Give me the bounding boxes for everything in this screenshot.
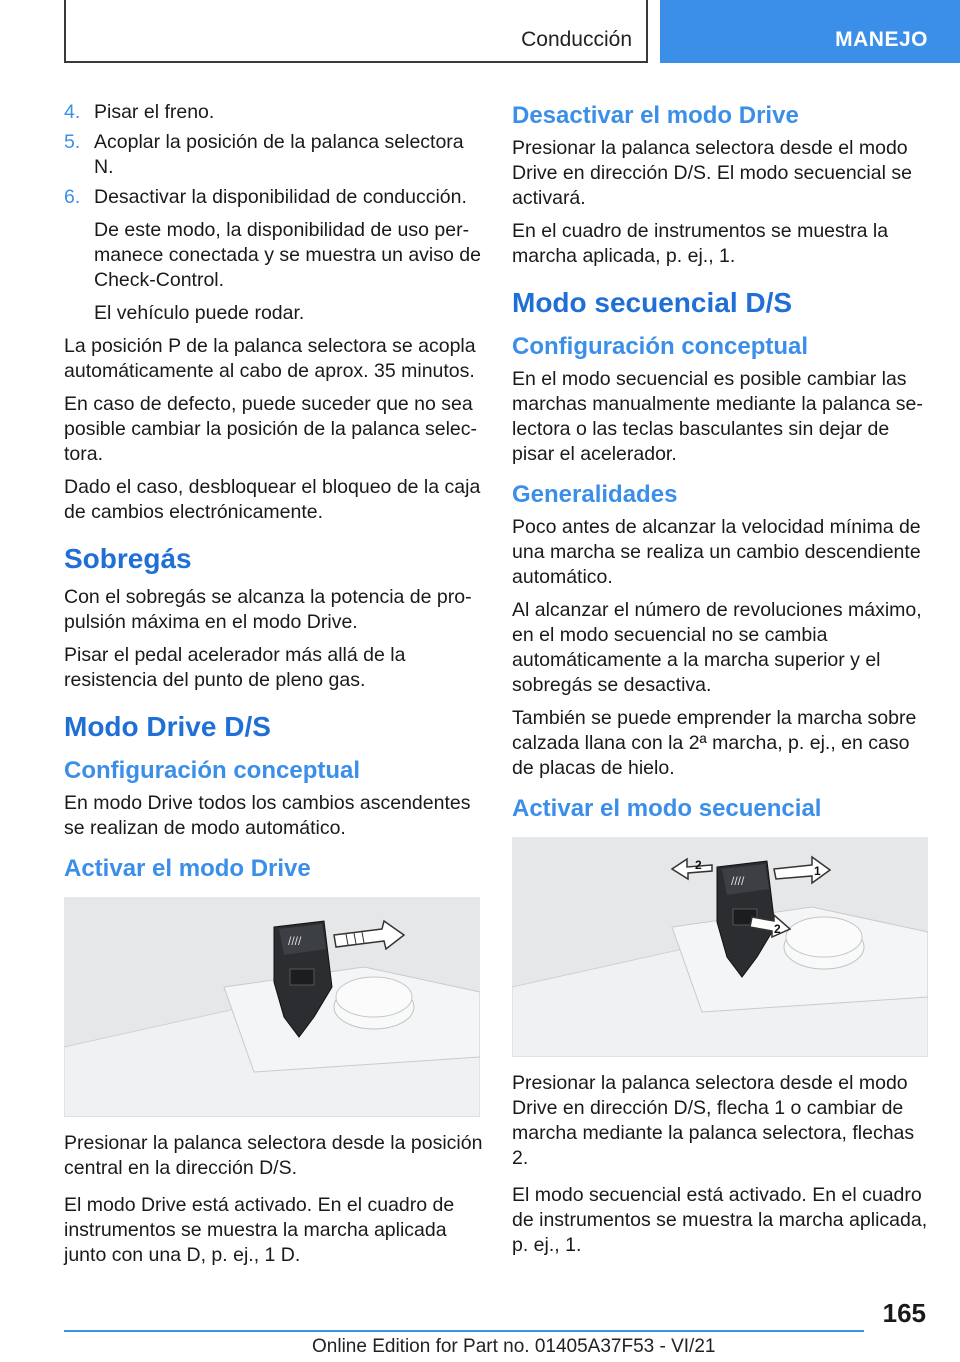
section-title: Conducción bbox=[521, 28, 632, 51]
chapter-tab bbox=[660, 0, 960, 63]
paragraph: En el cuadro de instrumentos se muestra la marcha aplicada, p. ej., 1. bbox=[512, 220, 889, 267]
heading-activar-drive: Activar el modo Drive bbox=[64, 855, 311, 882]
paragraph: En caso de defecto, puede suceder que no sea posible cambiar la posición de la palanca selectora. bbox=[64, 393, 477, 465]
heading-modo-drive: Modo Drive D/S bbox=[64, 711, 271, 742]
paragraph: En el modo secuencial es posible cambiar las marchas manualmente mediante la palanca selectora o las teclas basculantes sin dejar de pisar el acelerador. bbox=[512, 368, 923, 465]
paragraph: Pisar el pedal acelerador más allá de la resistencia del punto de pleno gas. bbox=[64, 644, 406, 691]
list-item: 6. Desactivar la disponibilidad de conducción. bbox=[64, 186, 467, 208]
arrow-label-1: 1 bbox=[814, 864, 821, 878]
gear-selector-illustration bbox=[64, 897, 480, 1117]
left-column bbox=[64, 100, 484, 1276]
svg-text:////: //// bbox=[731, 874, 745, 888]
paragraph: Con el sobregás se alcanza la potencia de propulsión máxima en el modo Drive. bbox=[64, 586, 472, 633]
header-section-box bbox=[64, 0, 648, 63]
paragraph: En modo Drive todos los cambios ascendentes se realizan de modo automático. bbox=[64, 792, 471, 839]
figure-caption: Presionar la palanca selectora desde el modo Drive en dirección D/S, flecha 1 o cambiar de marcha mediante la palanca selectora, flechas 2. bbox=[512, 1072, 915, 1169]
page-number: 165 bbox=[882, 1298, 926, 1328]
arrow-label-2-top: 2 bbox=[695, 858, 702, 872]
paragraph: El modo secuencial está activado. En el cuadro de instrumentos se muestra la marcha aplicada, p. ej., 1. bbox=[512, 1184, 928, 1256]
footer-edition: Online Edition for Part no. 01405A37F53 - VI/21 bbox=[312, 1336, 716, 1357]
list-item: 5. Acoplar la posición de la palanca selectora N. bbox=[64, 131, 464, 178]
list-item: 4. Pisar el freno. bbox=[64, 101, 215, 123]
heading-activar-secuencial: Activar el modo secuencial bbox=[512, 795, 822, 822]
right-column bbox=[512, 100, 928, 1266]
footer-divider bbox=[64, 1330, 864, 1332]
paragraph: El modo Drive está activado. En el cuadro de instrumentos se muestra la marcha aplicada junto con una D, p. ej., 1 D. bbox=[64, 1194, 455, 1266]
heading-configuracion: Configuración conceptual bbox=[512, 333, 809, 360]
gear-selector-sequential-illustration bbox=[512, 837, 928, 1057]
heading-modo-secuencial: Modo secuencial D/S bbox=[512, 287, 793, 318]
arrow-label-2-bottom: 2 bbox=[774, 922, 781, 936]
paragraph: Al alcanzar el número de revoluciones máximo, en el modo secuencial no se cambia automáticamente a la marcha superior y el sobregás se desactiva. bbox=[512, 599, 922, 696]
steps-list bbox=[64, 100, 484, 210]
figure-caption: Presionar la palanca selectora desde la posición central en la dirección D/S. bbox=[64, 1132, 483, 1179]
heading-sobregas: Sobregás bbox=[64, 543, 192, 574]
step-note: El vehículo puede rodar. bbox=[94, 302, 305, 324]
svg-text:////: //// bbox=[288, 934, 302, 948]
paragraph: Presionar la palanca selectora desde el modo Drive en dirección D/S. El modo secuencial se activará. bbox=[512, 137, 912, 209]
heading-generalidades: Generalidades bbox=[512, 481, 678, 508]
paragraph: Poco antes de alcanzar la velocidad mínima de una marcha se realiza un cambio descendiente automático. bbox=[512, 516, 921, 588]
step-note: De este modo, la disponibilidad de uso permanece conectada y se muestra un aviso de Check-Control. bbox=[94, 219, 481, 291]
paragraph: También se puede emprender la marcha sobre calzada llana con la 2ª marcha, p. ej., en caso de placas de hielo. bbox=[512, 707, 917, 779]
paragraph: La posición P de la palanca selectora se acopla automáticamente al cabo de aprox. 35 minutos. bbox=[64, 335, 476, 382]
paragraph: Dado el caso, desbloquear el bloqueo de la caja de cambios electrónicamente. bbox=[64, 476, 481, 523]
heading-desactivar-drive: Desactivar el modo Drive bbox=[512, 102, 799, 129]
heading-configuracion: Configuración conceptual bbox=[64, 757, 361, 784]
chapter-tab-label: MANEJO bbox=[835, 28, 928, 51]
